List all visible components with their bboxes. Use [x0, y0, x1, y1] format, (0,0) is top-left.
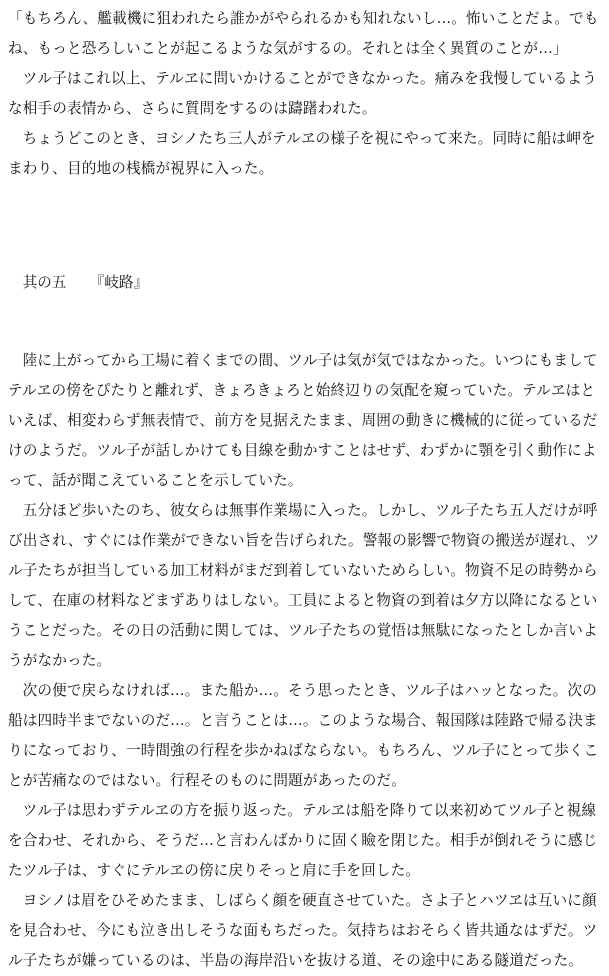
- section-number: 其の五: [22, 274, 67, 291]
- paragraph: ヨシノは眉をひそめたまま、しばらく顔を硬直させていた。さよ子とハツヱは互いに顔を見合わせ、今にも泣き出しそうな面もちだった。気持ちはおそらく皆共通なはずだ。ツル子たちが嫌っているのは、半島の海岸沿いを抜ける道、その途中にある隧道だった。: [8, 892, 598, 969]
- paragraph: 次の便で戻らなければ…。また船か…。そう思ったとき、ツル子はハッとなった。次の船は四時半までないのだ…。と言うことは…。このような場合、報国隊は陸路で帰る決まりになっており、一時間強の行程を歩かねばならない。もちろん、ツル子にとって歩くことが苦痛なのではない。行程そのものに問題があったのだ。: [8, 682, 599, 789]
- paragraph: ツル子は思わずテルヱの方を振り返った。テルヱは船を降りて以来初めてツル子と視線を合わせ、それから、そうだ…と言わんばかりに固く瞼を閉じた。相手が倒れそうに感じたツル子は、すぐにテルヱの傍に戻りそっと肩に手を回した。: [8, 802, 598, 879]
- paragraph: ちょうどこのとき、ヨシノたち三人がテルヱの様子を視にやって来た。同時に船は岬をまわり、目的地の桟橋が視界に入った。: [8, 130, 596, 177]
- opening-passage: [8, 4, 601, 184]
- section-heading: [8, 268, 601, 298]
- section-spacer: [8, 184, 601, 268]
- section-body: [8, 346, 601, 976]
- paragraph-dialogue: 「もちろん、艦載機に狙われたら誰かがやられるかも知れないし…。怖いことだよ。でもね、もっと恐ろしいことが起こるような気がするの。それとは全く異質のことが…」: [8, 10, 599, 57]
- section-title: 『岐路』: [89, 274, 149, 291]
- section-spacer: [8, 298, 601, 346]
- paragraph: 五分ほど歩いたのち、彼女らは無事作業場に入った。しかし、ツル子たち五人だけが呼び出され、すぐには作業ができない旨を告げられた。警報の影響で物資の搬送が遅れ、ツル子たちが担当している加工材料がまだ到着していないためらしい。物資不足の時勢からして、在庫の材料などまずありはしない。工員によると物資の到着は夕方以降になるということだった。その日の活動に関しては、ツル子たちの覚悟は無駄になったとしか言いようがなかった。: [8, 502, 600, 669]
- paragraph: 陸に上がってから工場に着くまでの間、ツル子は気が気ではなかった。いつにもましてテルヱの傍をぴたりと離れず、きょろきょろと始終辺りの気配を窺っていた。テルヱはといえば、相変わらず無表情で、前方を見据えたまま、周囲の動きに機械的に従っているだけのようだ。ツル子が話しかけても目線を動かすことはせず、わずかに顎を引く動作によって、話が聞こえていることを示していた。: [8, 352, 598, 489]
- paragraph: ツル子はこれ以上、テルヱに問いかけることができなかった。痛みを我慢しているような相手の表情から、さらに質問をするのは躊躇われた。: [8, 70, 597, 117]
